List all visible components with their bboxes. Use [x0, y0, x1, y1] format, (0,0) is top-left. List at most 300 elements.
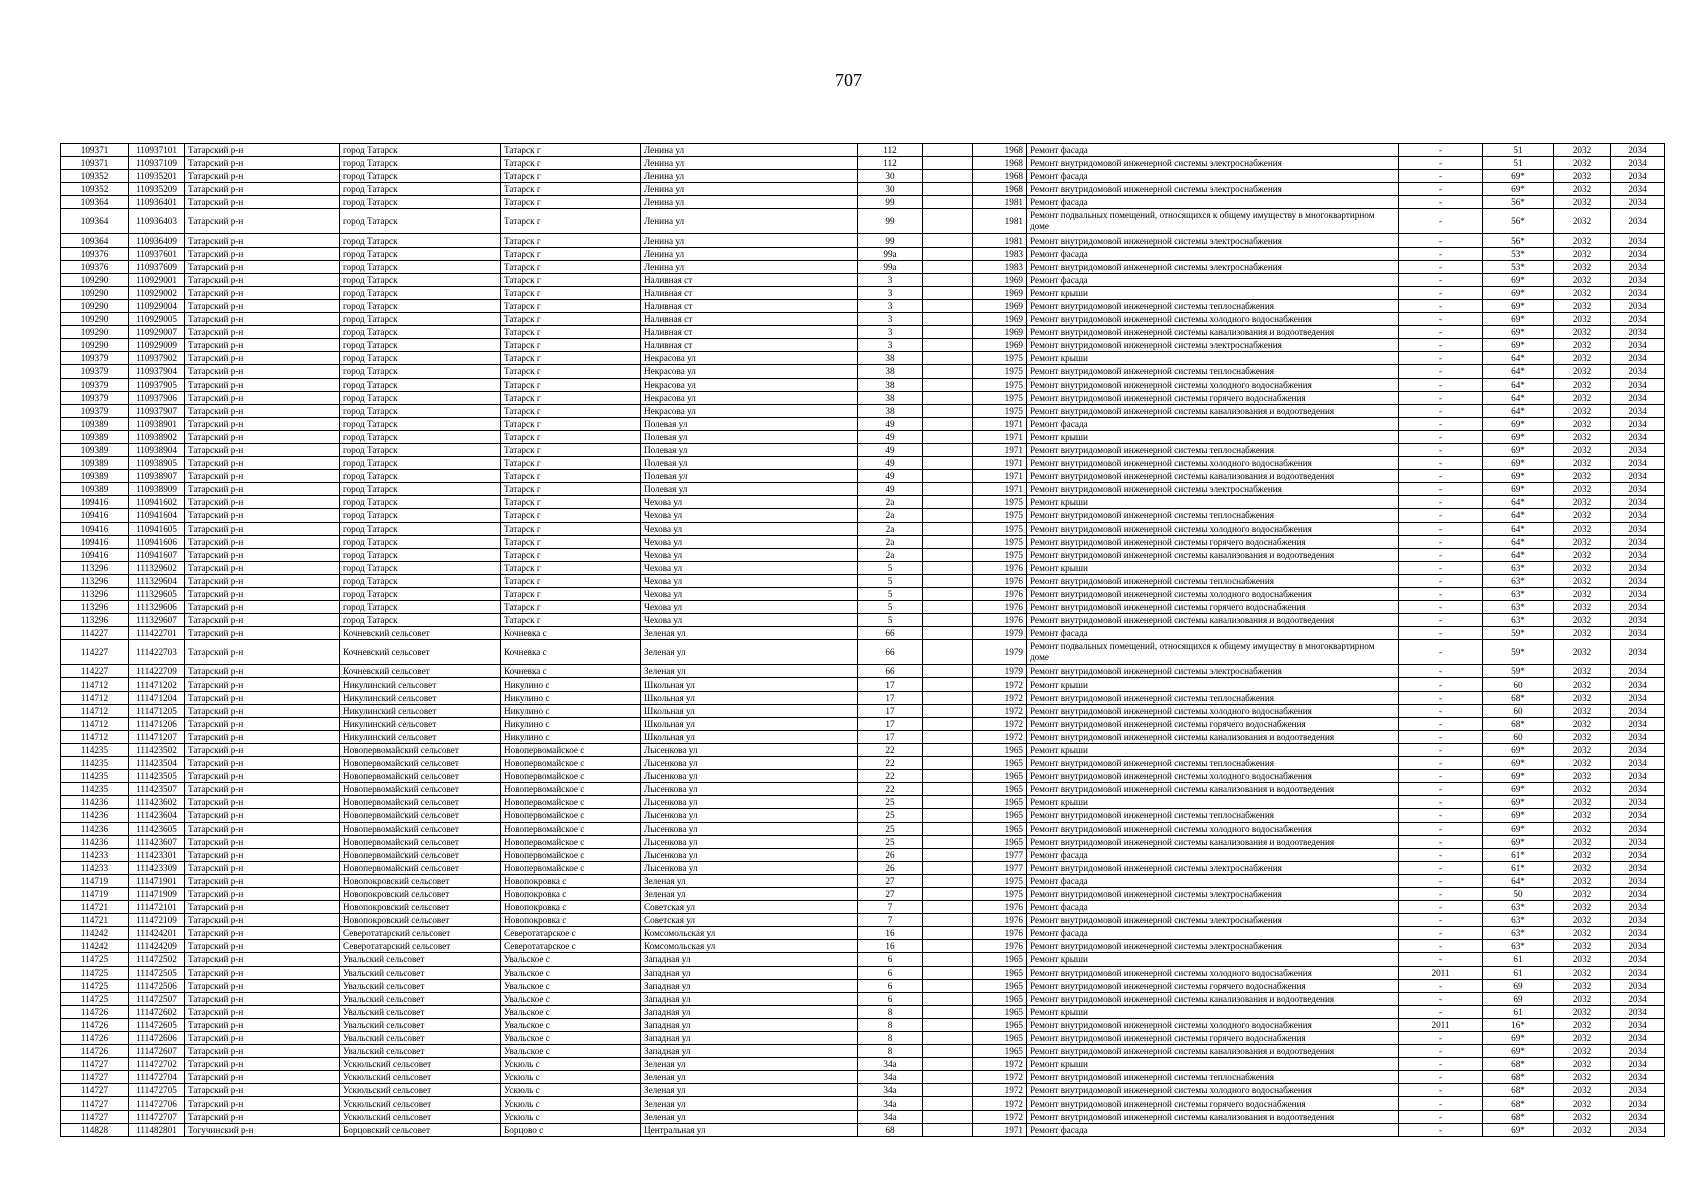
cell-municipality: город Татарск — [340, 483, 501, 496]
cell-municipality: Борцовский сельсовет — [340, 1123, 501, 1136]
table-row — [61, 1110, 1665, 1123]
cell-col8 — [923, 822, 973, 835]
cell-wear: 69 — [1483, 992, 1554, 1005]
cell-col8 — [923, 170, 973, 183]
cell-house-no: 17 — [858, 691, 923, 704]
cell-element-id: 111482801 — [129, 1123, 185, 1136]
cell-last-repair-year: 2011 — [1399, 1018, 1483, 1031]
cell-street: Западная ул — [641, 992, 858, 1005]
cell-last-repair-year: - — [1399, 743, 1483, 756]
cell-work-type: Ремонт внутридомовой инженерной системы холодного водоснабжения — [1027, 822, 1399, 835]
cell-element-id: 111329604 — [129, 574, 185, 587]
cell-year-built: 1968 — [973, 183, 1027, 196]
cell-house-no: 38 — [858, 404, 923, 417]
cell-plan-start: 2032 — [1554, 822, 1611, 835]
cell-street: Некрасова ул — [641, 404, 858, 417]
table-row — [61, 144, 1665, 157]
cell-house-no: 17 — [858, 717, 923, 730]
cell-year-built: 1965 — [973, 1045, 1027, 1058]
table-row — [61, 874, 1665, 887]
cell-work-type: Ремонт подвальных помещений, относящихся к общему имуществу в многоквартирном доме — [1027, 209, 1399, 234]
cell-work-type: Ремонт внутридомовой инженерной системы теплоснабжения — [1027, 691, 1399, 704]
cell-work-type: Ремонт внутридомовой инженерной системы канализования и водоотведения — [1027, 1045, 1399, 1058]
cell-last-repair-year: - — [1399, 640, 1483, 665]
cell-house-no: 49 — [858, 417, 923, 430]
cell-district: Татарский р-н — [185, 704, 340, 717]
cell-street: Лысенкова ул — [641, 822, 858, 835]
cell-col8 — [923, 835, 973, 848]
cell-plan-end: 2034 — [1611, 901, 1665, 914]
cell-plan-end: 2034 — [1611, 822, 1665, 835]
table-row — [61, 313, 1665, 326]
cell-work-type: Ремонт внутридомовой инженерной системы холодного водоснабжения — [1027, 588, 1399, 601]
cell-last-repair-year: - — [1399, 874, 1483, 887]
cell-col8 — [923, 979, 973, 992]
cell-plan-start: 2032 — [1554, 183, 1611, 196]
cell-element-id: 111423604 — [129, 809, 185, 822]
cell-house-no: 6 — [858, 966, 923, 979]
cell-plan-end: 2034 — [1611, 1110, 1665, 1123]
cell-wear: 56* — [1483, 209, 1554, 234]
cell-year-built: 1968 — [973, 157, 1027, 170]
cell-house-no: 38 — [858, 365, 923, 378]
cell-year-built: 1975 — [973, 548, 1027, 561]
cell-last-repair-year: - — [1399, 535, 1483, 548]
cell-municipality: Новопервомайский сельсовет — [340, 822, 501, 835]
cell-district: Татарский р-н — [185, 548, 340, 561]
cell-work-type: Ремонт внутридомовой инженерной системы электроснабжения — [1027, 914, 1399, 927]
cell-plan-end: 2034 — [1611, 273, 1665, 286]
cell-district: Татарский р-н — [185, 535, 340, 548]
cell-plan-start: 2032 — [1554, 470, 1611, 483]
cell-district: Татарский р-н — [185, 874, 340, 887]
cell-last-repair-year: - — [1399, 522, 1483, 535]
cell-house-no: 49 — [858, 483, 923, 496]
cell-wear: 69* — [1483, 1123, 1554, 1136]
cell-wear: 69* — [1483, 783, 1554, 796]
cell-work-type: Ремонт фасада — [1027, 273, 1399, 286]
cell-element-id: 111423507 — [129, 783, 185, 796]
cell-work-type: Ремонт внутридомовой инженерной системы теплоснабжения — [1027, 365, 1399, 378]
cell-col8 — [923, 730, 973, 743]
cell-municipality: город Татарск — [340, 522, 501, 535]
cell-year-built: 1965 — [973, 979, 1027, 992]
cell-year-built: 1965 — [973, 1005, 1027, 1018]
cell-locality: Татарск г — [501, 234, 641, 247]
cell-locality: Татарск г — [501, 391, 641, 404]
cell-plan-end: 2034 — [1611, 809, 1665, 822]
table-row — [61, 966, 1665, 979]
cell-municipality: город Татарск — [340, 286, 501, 299]
cell-locality: Новопокровка с — [501, 901, 641, 914]
cell-col8 — [923, 430, 973, 443]
table-row — [61, 1032, 1665, 1045]
cell-last-repair-year: - — [1399, 822, 1483, 835]
cell-district: Татарский р-н — [185, 339, 340, 352]
cell-plan-end: 2034 — [1611, 940, 1665, 953]
cell-col8 — [923, 457, 973, 470]
cell-house-no: 3 — [858, 299, 923, 312]
cell-plan-end: 2034 — [1611, 1018, 1665, 1031]
cell-last-repair-year: - — [1399, 665, 1483, 678]
cell-col8 — [923, 627, 973, 640]
cell-house-id: 109364 — [61, 234, 129, 247]
cell-year-built: 1981 — [973, 196, 1027, 209]
cell-plan-end: 2034 — [1611, 914, 1665, 927]
table-row — [61, 770, 1665, 783]
cell-last-repair-year: - — [1399, 627, 1483, 640]
cell-plan-start: 2032 — [1554, 743, 1611, 756]
cell-house-no: 26 — [858, 848, 923, 861]
cell-municipality: Увальский сельсовет — [340, 953, 501, 966]
cell-col8 — [923, 1123, 973, 1136]
cell-plan-start: 2032 — [1554, 783, 1611, 796]
cell-locality: Новопервомайское с — [501, 835, 641, 848]
cell-street: Некрасова ул — [641, 365, 858, 378]
cell-last-repair-year: - — [1399, 1032, 1483, 1045]
cell-work-type: Ремонт внутридомовой инженерной системы теплоснабжения — [1027, 809, 1399, 822]
cell-year-built: 1971 — [973, 443, 1027, 456]
cell-plan-end: 2034 — [1611, 835, 1665, 848]
cell-house-id: 113296 — [61, 574, 129, 587]
cell-plan-end: 2034 — [1611, 953, 1665, 966]
cell-work-type: Ремонт внутридомовой инженерной системы холодного водоснабжения — [1027, 313, 1399, 326]
cell-last-repair-year: - — [1399, 470, 1483, 483]
cell-municipality: Северотатарский сельсовет — [340, 927, 501, 940]
cell-house-no: 34а — [858, 1110, 923, 1123]
cell-element-id: 110936401 — [129, 196, 185, 209]
cell-wear: 64* — [1483, 874, 1554, 887]
cell-house-no: 26 — [858, 861, 923, 874]
cell-district: Татарский р-н — [185, 352, 340, 365]
cell-district: Татарский р-н — [185, 574, 340, 587]
cell-element-id: 111472505 — [129, 966, 185, 979]
cell-wear: 69* — [1483, 286, 1554, 299]
cell-element-id: 111471909 — [129, 887, 185, 900]
cell-district: Татарский р-н — [185, 522, 340, 535]
cell-street: Ленина ул — [641, 196, 858, 209]
cell-year-built: 1971 — [973, 1123, 1027, 1136]
cell-municipality: Новопервомайский сельсовет — [340, 743, 501, 756]
cell-plan-end: 2034 — [1611, 326, 1665, 339]
cell-element-id: 110941602 — [129, 496, 185, 509]
cell-element-id: 111471205 — [129, 704, 185, 717]
cell-district: Татарский р-н — [185, 1071, 340, 1084]
cell-municipality: город Татарск — [340, 157, 501, 170]
table-row — [61, 391, 1665, 404]
cell-col8 — [923, 234, 973, 247]
cell-last-repair-year: - — [1399, 992, 1483, 1005]
cell-last-repair-year: - — [1399, 365, 1483, 378]
cell-plan-end: 2034 — [1611, 704, 1665, 717]
cell-wear: 64* — [1483, 535, 1554, 548]
cell-last-repair-year: - — [1399, 809, 1483, 822]
cell-plan-end: 2034 — [1611, 391, 1665, 404]
table-row — [61, 822, 1665, 835]
cell-house-no: 17 — [858, 678, 923, 691]
cell-house-id: 109379 — [61, 404, 129, 417]
cell-street: Комсомольская ул — [641, 927, 858, 940]
cell-work-type: Ремонт крыши — [1027, 796, 1399, 809]
cell-wear: 64* — [1483, 522, 1554, 535]
cell-year-built: 1975 — [973, 509, 1027, 522]
cell-last-repair-year: - — [1399, 247, 1483, 260]
cell-locality: Новопервомайское с — [501, 848, 641, 861]
cell-wear: 63* — [1483, 574, 1554, 587]
cell-work-type: Ремонт крыши — [1027, 953, 1399, 966]
cell-house-id: 114719 — [61, 874, 129, 887]
cell-municipality: Северотатарский сельсовет — [340, 940, 501, 953]
cell-plan-end: 2034 — [1611, 1071, 1665, 1084]
table-row — [61, 601, 1665, 614]
table-row — [61, 887, 1665, 900]
cell-house-id: 114828 — [61, 1123, 129, 1136]
cell-plan-end: 2034 — [1611, 299, 1665, 312]
table-row — [61, 691, 1665, 704]
cell-col8 — [923, 561, 973, 574]
cell-locality: Увальское с — [501, 979, 641, 992]
cell-house-no: 49 — [858, 457, 923, 470]
cell-last-repair-year: - — [1399, 953, 1483, 966]
cell-plan-start: 2032 — [1554, 1058, 1611, 1071]
cell-last-repair-year: - — [1399, 299, 1483, 312]
cell-year-built: 1972 — [973, 717, 1027, 730]
cell-wear: 69* — [1483, 470, 1554, 483]
cell-locality: Татарск г — [501, 483, 641, 496]
table-row — [61, 796, 1665, 809]
cell-district: Татарский р-н — [185, 640, 340, 665]
cell-street: Школьная ул — [641, 691, 858, 704]
cell-municipality: Никулинский сельсовет — [340, 730, 501, 743]
cell-wear: 69* — [1483, 313, 1554, 326]
cell-plan-end: 2034 — [1611, 509, 1665, 522]
cell-col8 — [923, 678, 973, 691]
cell-plan-start: 2032 — [1554, 522, 1611, 535]
cell-work-type: Ремонт внутридомовой инженерной системы горячего водоснабжения — [1027, 717, 1399, 730]
table-row — [61, 260, 1665, 273]
cell-house-id: 114712 — [61, 717, 129, 730]
cell-wear: 63* — [1483, 927, 1554, 940]
table-row — [61, 1071, 1665, 1084]
cell-year-built: 1976 — [973, 914, 1027, 927]
cell-street: Западная ул — [641, 966, 858, 979]
page-number: 707 — [835, 70, 862, 90]
cell-col8 — [923, 365, 973, 378]
cell-work-type: Ремонт внутридомовой инженерной системы канализования и водоотведения — [1027, 835, 1399, 848]
cell-plan-start: 2032 — [1554, 430, 1611, 443]
cell-plan-start: 2032 — [1554, 809, 1611, 822]
cell-work-type: Ремонт внутридомовой инженерной системы канализования и водоотведения — [1027, 470, 1399, 483]
cell-wear: 64* — [1483, 404, 1554, 417]
cell-wear: 68* — [1483, 717, 1554, 730]
cell-plan-end: 2034 — [1611, 378, 1665, 391]
cell-plan-end: 2034 — [1611, 743, 1665, 756]
cell-plan-start: 2032 — [1554, 234, 1611, 247]
cell-house-id: 109290 — [61, 273, 129, 286]
table-row — [61, 1045, 1665, 1058]
cell-street: Чехова ул — [641, 496, 858, 509]
cell-district: Татарский р-н — [185, 299, 340, 312]
cell-plan-end: 2034 — [1611, 966, 1665, 979]
table-row — [61, 299, 1665, 312]
cell-district: Татарский р-н — [185, 691, 340, 704]
cell-municipality: город Татарск — [340, 404, 501, 417]
cell-col8 — [923, 326, 973, 339]
cell-street: Наливная ст — [641, 339, 858, 352]
cell-col8 — [923, 313, 973, 326]
cell-year-built: 1975 — [973, 522, 1027, 535]
cell-locality: Татарск г — [501, 247, 641, 260]
cell-house-id: 113296 — [61, 601, 129, 614]
cell-house-no: 27 — [858, 874, 923, 887]
cell-house-id: 114236 — [61, 809, 129, 822]
cell-district: Татарский р-н — [185, 170, 340, 183]
cell-element-id: 110938905 — [129, 457, 185, 470]
cell-col8 — [923, 614, 973, 627]
cell-work-type: Ремонт внутридомовой инженерной системы канализования и водоотведения — [1027, 548, 1399, 561]
table-row — [61, 417, 1665, 430]
table-row — [61, 443, 1665, 456]
cell-house-id: 114719 — [61, 887, 129, 900]
cell-wear: 59* — [1483, 627, 1554, 640]
cell-wear: 69* — [1483, 1045, 1554, 1058]
cell-district: Татарский р-н — [185, 835, 340, 848]
cell-plan-start: 2032 — [1554, 548, 1611, 561]
cell-col8 — [923, 339, 973, 352]
cell-district: Татарский р-н — [185, 992, 340, 1005]
cell-element-id: 111329607 — [129, 614, 185, 627]
table-row — [61, 234, 1665, 247]
table-row — [61, 665, 1665, 678]
cell-plan-end: 2034 — [1611, 757, 1665, 770]
cell-work-type: Ремонт внутридомовой инженерной системы теплоснабжения — [1027, 1071, 1399, 1084]
cell-municipality: Ускюльский сельсовет — [340, 1071, 501, 1084]
cell-municipality: город Татарск — [340, 326, 501, 339]
cell-year-built: 1977 — [973, 848, 1027, 861]
cell-street: Школьная ул — [641, 730, 858, 743]
cell-house-id: 109290 — [61, 313, 129, 326]
cell-plan-start: 2032 — [1554, 496, 1611, 509]
cell-municipality: город Татарск — [340, 614, 501, 627]
cell-col8 — [923, 1018, 973, 1031]
cell-plan-start: 2032 — [1554, 1032, 1611, 1045]
cell-street: Полевая ул — [641, 430, 858, 443]
cell-wear: 69* — [1483, 822, 1554, 835]
cell-house-id: 109416 — [61, 509, 129, 522]
cell-col8 — [923, 992, 973, 1005]
cell-street: Западная ул — [641, 1032, 858, 1045]
cell-district: Татарский р-н — [185, 614, 340, 627]
cell-col8 — [923, 1097, 973, 1110]
cell-element-id: 111472606 — [129, 1032, 185, 1045]
cell-house-no: 16 — [858, 927, 923, 940]
cell-year-built: 1972 — [973, 730, 1027, 743]
cell-municipality: город Татарск — [340, 234, 501, 247]
cell-wear: 69* — [1483, 1032, 1554, 1045]
cell-district: Татарский р-н — [185, 848, 340, 861]
table-row — [61, 378, 1665, 391]
cell-locality: Новопокровка с — [501, 874, 641, 887]
cell-element-id: 111472109 — [129, 914, 185, 927]
cell-house-no: 3 — [858, 286, 923, 299]
cell-municipality: город Татарск — [340, 548, 501, 561]
table-row — [61, 561, 1665, 574]
cell-work-type: Ремонт внутридомовой инженерной системы теплоснабжения — [1027, 509, 1399, 522]
cell-last-repair-year: - — [1399, 927, 1483, 940]
cell-element-id: 111472605 — [129, 1018, 185, 1031]
table-row — [61, 339, 1665, 352]
cell-last-repair-year: - — [1399, 509, 1483, 522]
cell-municipality: Увальский сельсовет — [340, 1032, 501, 1045]
cell-plan-start: 2032 — [1554, 247, 1611, 260]
cell-col8 — [923, 953, 973, 966]
cell-district: Татарский р-н — [185, 757, 340, 770]
cell-col8 — [923, 157, 973, 170]
cell-plan-start: 2032 — [1554, 640, 1611, 665]
cell-last-repair-year: - — [1399, 326, 1483, 339]
cell-locality: Северотатарское с — [501, 927, 641, 940]
cell-wear: 69* — [1483, 326, 1554, 339]
cell-work-type: Ремонт внутридомовой инженерной системы горячего водоснабжения — [1027, 535, 1399, 548]
cell-col8 — [923, 299, 973, 312]
cell-year-built: 1977 — [973, 861, 1027, 874]
cell-street: Лысенкова ул — [641, 809, 858, 822]
cell-col8 — [923, 273, 973, 286]
cell-wear: 64* — [1483, 378, 1554, 391]
cell-locality: Новопервомайское с — [501, 743, 641, 756]
cell-plan-start: 2032 — [1554, 848, 1611, 861]
cell-house-id: 109379 — [61, 391, 129, 404]
cell-work-type: Ремонт внутридомовой инженерной системы канализования и водоотведения — [1027, 614, 1399, 627]
cell-municipality: город Татарск — [340, 313, 501, 326]
cell-district: Татарский р-н — [185, 404, 340, 417]
cell-work-type: Ремонт фасада — [1027, 1123, 1399, 1136]
cell-plan-end: 2034 — [1611, 614, 1665, 627]
cell-locality: Увальское с — [501, 1018, 641, 1031]
cell-municipality: Увальский сельсовет — [340, 1018, 501, 1031]
cell-municipality: город Татарск — [340, 247, 501, 260]
cell-locality: Татарск г — [501, 574, 641, 587]
cell-house-no: 16 — [858, 940, 923, 953]
cell-plan-start: 2032 — [1554, 691, 1611, 704]
cell-district: Татарский р-н — [185, 391, 340, 404]
cell-locality: Новопервомайское с — [501, 861, 641, 874]
cell-locality: Татарск г — [501, 339, 641, 352]
cell-district: Татарский р-н — [185, 483, 340, 496]
cell-house-id: 109389 — [61, 443, 129, 456]
cell-municipality: Новопервомайский сельсовет — [340, 783, 501, 796]
cell-house-id: 113296 — [61, 588, 129, 601]
cell-municipality: Кочневский сельсовет — [340, 665, 501, 678]
cell-col8 — [923, 914, 973, 927]
cell-plan-start: 2032 — [1554, 561, 1611, 574]
cell-house-id: 113296 — [61, 561, 129, 574]
cell-work-type: Ремонт крыши — [1027, 1058, 1399, 1071]
table-row — [61, 743, 1665, 756]
cell-house-no: 38 — [858, 391, 923, 404]
cell-house-no: 3 — [858, 339, 923, 352]
cell-house-no: 22 — [858, 743, 923, 756]
cell-col8 — [923, 417, 973, 430]
cell-element-id: 111471207 — [129, 730, 185, 743]
cell-plan-end: 2034 — [1611, 678, 1665, 691]
cell-plan-start: 2032 — [1554, 874, 1611, 887]
cell-street: Зеленая ул — [641, 1110, 858, 1123]
cell-year-built: 1965 — [973, 835, 1027, 848]
cell-year-built: 1972 — [973, 1097, 1027, 1110]
cell-municipality: город Татарск — [340, 430, 501, 443]
cell-locality: Увальское с — [501, 966, 641, 979]
